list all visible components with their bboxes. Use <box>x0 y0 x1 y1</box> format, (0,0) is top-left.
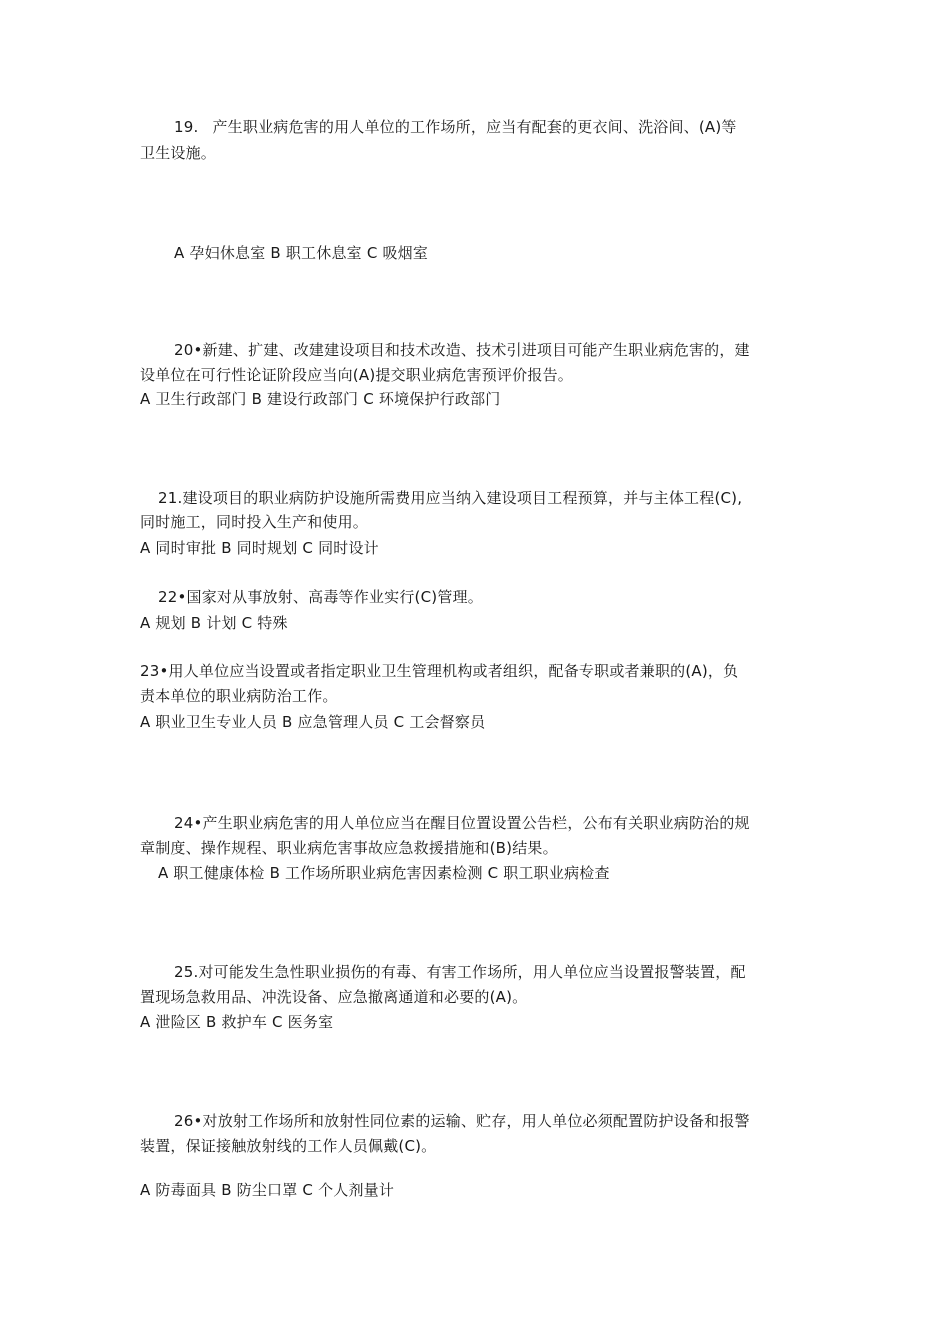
question-19-line-1 <box>174 117 737 137</box>
question-20-options: A 卫生行政部门 B 建设行政部门 C 环境保护行政部门 <box>140 390 501 408</box>
question-23-options: A 职业卫生专业人员 B 应急管理人员 C 工会督察员 <box>140 713 486 731</box>
question-21-options: A 同时审批 B 同时规划 C 同时设计 <box>140 539 379 557</box>
question-24-line-2: 章制度、操作规程、职业病危害事故应急救援措施和(B)结果。 <box>140 839 558 857</box>
question-21-line-1: 21.建设项目的职业病防护设施所需费用应当纳入建设项目工程预算，并与主体工程(C), <box>158 489 743 507</box>
question-20-line-2: 设单位在可行性论证阶段应当向(A)提交职业病危害预评价报告。 <box>140 366 573 384</box>
question-22-options: A 规划 B 计划 C 特殊 <box>140 614 288 632</box>
question-24-line-1: 24•产生职业病危害的用人单位应当在醒目位置设置公告栏，公布有关职业病防治的规 <box>174 814 750 832</box>
question-26-line-1: 26•对放射工作场所和放射性同位素的运输、贮存，用人单位必须配置防护设备和报警 <box>174 1112 750 1130</box>
question-23-line-1: 23•用人单位应当设置或者指定职业卫生管理机构或者组织，配备专职或者兼职的(A)，负 <box>140 662 739 680</box>
question-25-line-2: 置现场急救用品、冲洗设备、应急撤离通道和必要的(A)。 <box>140 988 528 1006</box>
question-22-line-1: 22•国家对从事放射、高毒等作业实行(C)管理。 <box>158 588 483 606</box>
question-26-line-2: 装置，保证接触放射线的工作人员佩戴(C)。 <box>140 1137 437 1155</box>
question-25-options: A 泄险区 B 救护车 C 医务室 <box>140 1013 334 1031</box>
question-23-line-2: 责本单位的职业病防治工作。 <box>140 687 338 705</box>
question-24-options: A 职工健康体检 B 工作场所职业病危害因素检测 C 职工职业病检查 <box>158 864 610 882</box>
question-25-line-1: 25.对可能发生急性职业损伤的有毒、有害工作场所，用人单位应当设置报警装置，配 <box>174 963 746 981</box>
question-19-text: 产生职业病危害的用人单位的工作场所，应当有配套的更衣间、洗浴间、(A)等 <box>212 118 737 136</box>
question-19-options: A 孕妇休息室 B 职工休息室 C 吸烟室 <box>174 244 429 262</box>
question-19-line-2: 卫生设施。 <box>140 144 217 162</box>
question-19-number: 19. <box>174 118 199 136</box>
question-21-line-2: 同时施工，同时投入生产和使用。 <box>140 513 369 531</box>
question-26-options: A 防毒面具 B 防尘口罩 C 个人剂量计 <box>140 1181 395 1199</box>
question-20-line-1: 20•新建、扩建、改建建设项目和技术改造、技术引进项目可能产生职业病危害的，建 <box>174 341 750 359</box>
